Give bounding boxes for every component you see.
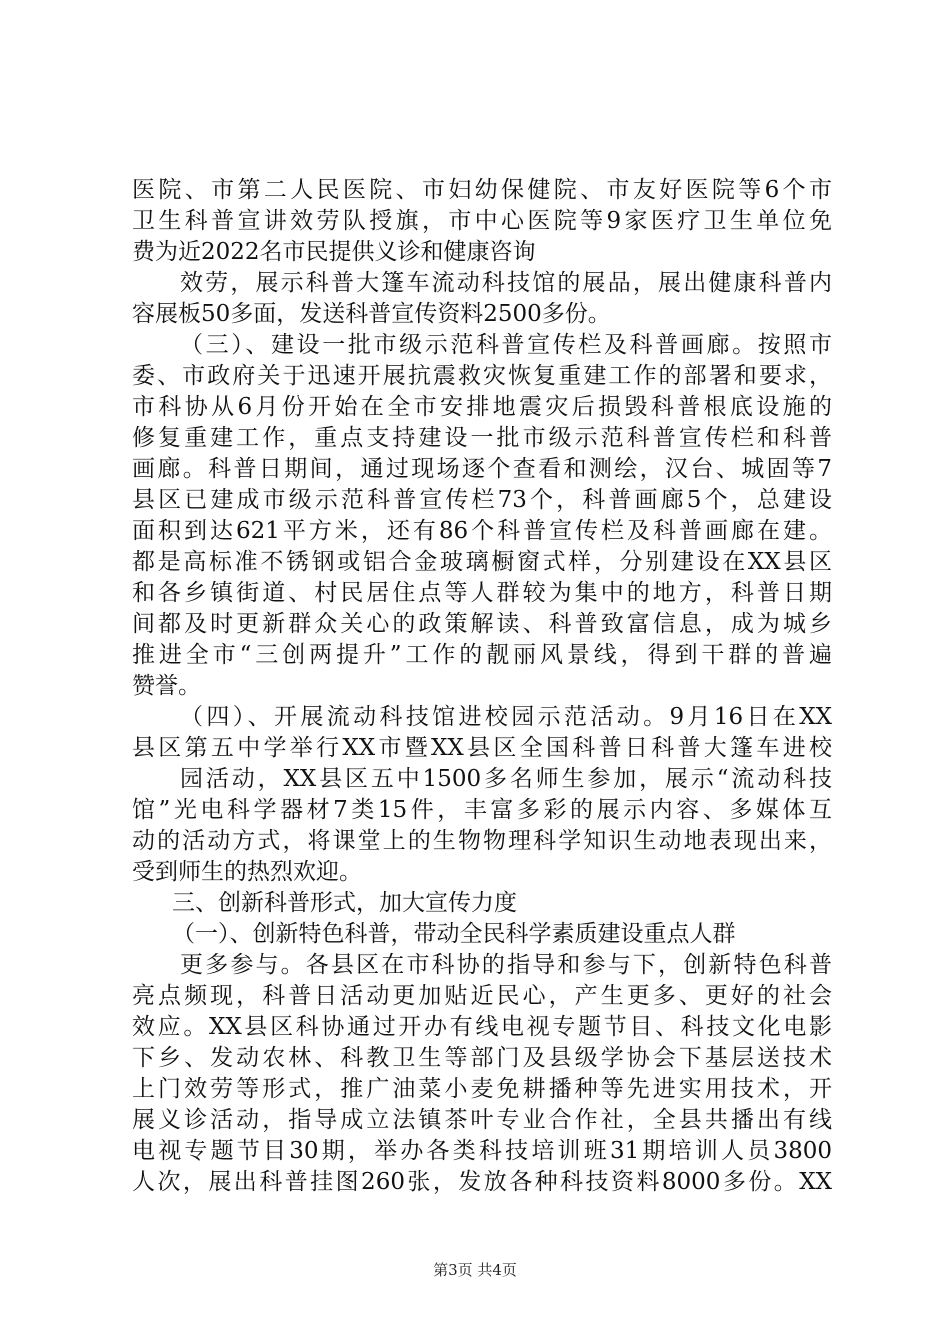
- text-line: 费为近2022名市民提供义诊和健康咨询: [132, 239, 536, 265]
- text-line: 县区第五中学举行XX市暨XX县区全国科普日科普大篷车进校: [132, 735, 832, 761]
- text-line: 动的活动方式，将课堂上的生物物理科学知识生动地表现出来，: [132, 828, 832, 854]
- text-line: （一）、创新特色科普，带动全民科学素质建设重点人群: [172, 921, 736, 947]
- text-line: 市科协从6月份开始在全市安排地震灾后损毁科普根底设施的: [132, 394, 832, 420]
- page-number-footer: 第3页 共4页: [433, 1261, 517, 1279]
- text-line: 委、市政府关于迅速开展抗震救灾恢复重建工作的部署和要求，: [132, 363, 832, 389]
- text-line: 赞誉。: [132, 673, 201, 699]
- text-line: 亮点频现，科普日活动更加贴近民心，产生更多、更好的社会: [132, 983, 832, 1009]
- text-line: 人次，展出科普挂图260张，发放各种科技资料8000多份。XX: [132, 1169, 832, 1195]
- text-line: （四）、开展流动科技馆进校园示范活动。9月16日在XX: [180, 704, 832, 730]
- text-line: 受到师生的热烈欢迎。: [132, 859, 362, 885]
- text-line: 效劳，展示科普大篷车流动科技馆的展品，展出健康科普内: [180, 270, 832, 296]
- section-heading: 三、创新科普形式，加大宣传力度: [172, 890, 517, 916]
- text-line: 画廊。科普日期间，通过现场逐个查看和测绘，汉台、城固等7: [132, 456, 832, 482]
- text-line: 上门效劳等形式，推广油菜小麦免耕播种等先进实用技术，开: [132, 1076, 832, 1102]
- text-line: 电视专题节目30期，举办各类科技培训班31期培训人员3800: [132, 1138, 832, 1164]
- text-line: 更多参与。各县区在市科协的指导和参与下，创新特色科普: [180, 952, 832, 978]
- text-line: 展义诊活动，指导成立法镇茶叶专业合作社，全县共播出有线: [132, 1107, 832, 1133]
- text-line: 医院、市第二人民医院、市妇幼保健院、市友好医院等6个市: [132, 177, 832, 203]
- text-line: 都是高标准不锈钢或铝合金玻璃橱窗式样，分别建设在XX县区: [132, 549, 832, 575]
- text-line: 推进全市“三创两提升”工作的靓丽风景线，得到干群的普遍: [132, 642, 832, 668]
- text-line: 县区已建成市级示范科普宣传栏73个，科普画廊5个，总建设: [132, 487, 832, 513]
- text-line: 间都及时更新群众关心的政策解读、科普致富信息，成为城乡: [132, 611, 832, 637]
- text-line: （三）、建设一批市级示范科普宣传栏及科普画廊。按照市: [180, 332, 832, 358]
- text-line: 容展板50多面，发送科普宣传资料2500多份。: [132, 301, 611, 327]
- text-line: 下乡、发动农林、科教卫生等部门及县级学协会下基层送技术: [132, 1045, 832, 1071]
- text-line: 园活动，XX县区五中1500多名师生参加，展示“流动科技: [180, 766, 832, 792]
- text-line: 馆”光电科学器材7类15件，丰富多彩的展示内容、多媒体互: [132, 797, 832, 823]
- text-line: 和各乡镇街道、村民居住点等人群较为集中的地方，科普日期: [132, 580, 832, 606]
- text-line: 面积到达621平方米，还有86个科普宣传栏及科普画廊在建。: [132, 518, 832, 544]
- text-line: 卫生科普宣讲效劳队授旗，市中心医院等9家医疗卫生单位免: [132, 208, 832, 234]
- text-line: 效应。XX县区科协通过开办有线电视专题节目、科技文化电影: [132, 1014, 832, 1040]
- text-line: 修复重建工作，重点支持建设一批市级示范科普宣传栏和科普: [132, 425, 832, 451]
